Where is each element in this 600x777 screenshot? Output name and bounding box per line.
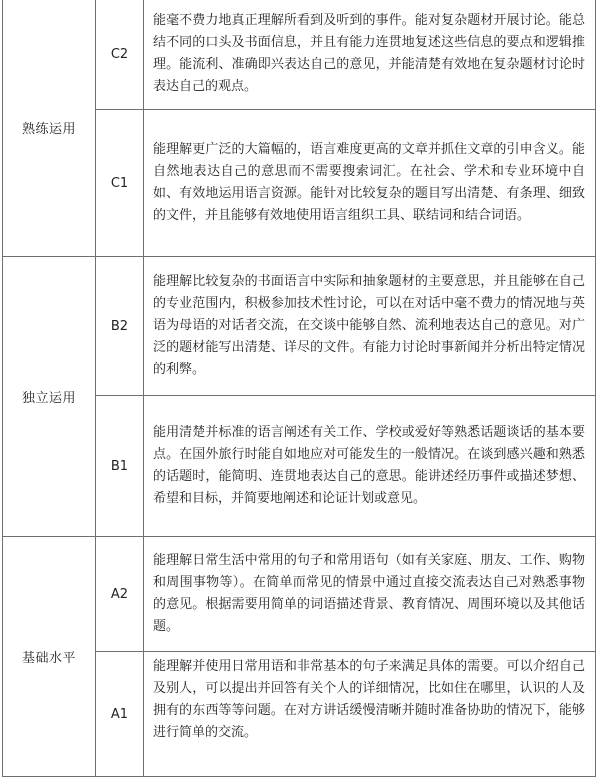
level-code-c1: C1 — [96, 110, 144, 257]
table-row-c2 — [3, 0, 596, 110]
level-description-c1: 能理解更广泛的大篇幅的，语言难度更高的文章并抓住文章的引申含义。能自然地表达自己的意思而不需要搜索词汇。在社会、学术和专业环境中自如、有效地运用语言资源。能针对比较复杂的题目写出清楚、有条理、细致的文件，并且能够有效地使用语言组织工具、联结词和结合词语。 — [144, 110, 596, 257]
stage-cell-independent: 独立运用 — [3, 257, 96, 537]
stage-cell-basic: 基础水平 — [3, 537, 96, 777]
level-description-a1: 能理解并使用日常用语和非常基本的句子来满足具体的需要。可以介绍自己及别人，可以提出并回答有关个人的详细情况，比如住在哪里，认识的人及拥有的东西等等问题。在对方讲话缓慢清晰并随时准备协助的情况下，能够进行简单的交流。 — [144, 652, 596, 777]
level-description-c2: 能毫不费力地真正理解所看到及听到的事件。能对复杂题材开展讨论。能总结不同的口头及书面信息，并且有能力连贯地复述这些信息的要点和逻辑推理。能流利、准确即兴表达自己的意见，并能清楚有效地在复杂题材讨论时表达自己的观点。 — [144, 0, 596, 110]
table-row-b2 — [3, 257, 596, 396]
level-description-a2: 能理解日常生活中常用的句子和常用语句（如有关家庭、朋友、工作、购物和周围事物等）。在简单而常见的情景中通过直接交流表达自己对熟悉事物的意见。根据需要用简单的词语描述背景、教育情况、周围环境以及其他话题。 — [144, 537, 596, 652]
level-code-b2: B2 — [96, 257, 144, 396]
level-code-b1: B1 — [96, 396, 144, 537]
stage-cell-proficient: 熟练运用 — [3, 0, 96, 257]
table-row-a2 — [3, 537, 596, 652]
level-code-a2: A2 — [96, 537, 144, 652]
level-description-b2: 能理解比较复杂的书面语言中实际和抽象题材的主要意思，并且能够在自己的专业范围内，积极参加技术性讨论，可以在对话中毫不费力的情况地与英语为母语的对话者交流，在交谈中能够自然、流利地表达自己的意见。对广泛的题材能写出清楚、详尽的文件。有能力讨论时事新闻并分析出特定情况的利弊。 — [144, 257, 596, 396]
level-code-a1: A1 — [96, 652, 144, 777]
level-code-c2: C2 — [96, 0, 144, 110]
cefr-level-table — [2, 0, 596, 777]
level-description-b1: 能用清楚并标准的语言阐述有关工作、学校或爱好等熟悉话题谈话的基本要点。在国外旅行时能自如地应对可能发生的一般情况。在谈到感兴趣和熟悉的话题时，能简明、连贯地表达自己的意思。能讲述经历事件或描述梦想、希望和目标，并简要地阐述和论证计划或意见。 — [144, 396, 596, 537]
